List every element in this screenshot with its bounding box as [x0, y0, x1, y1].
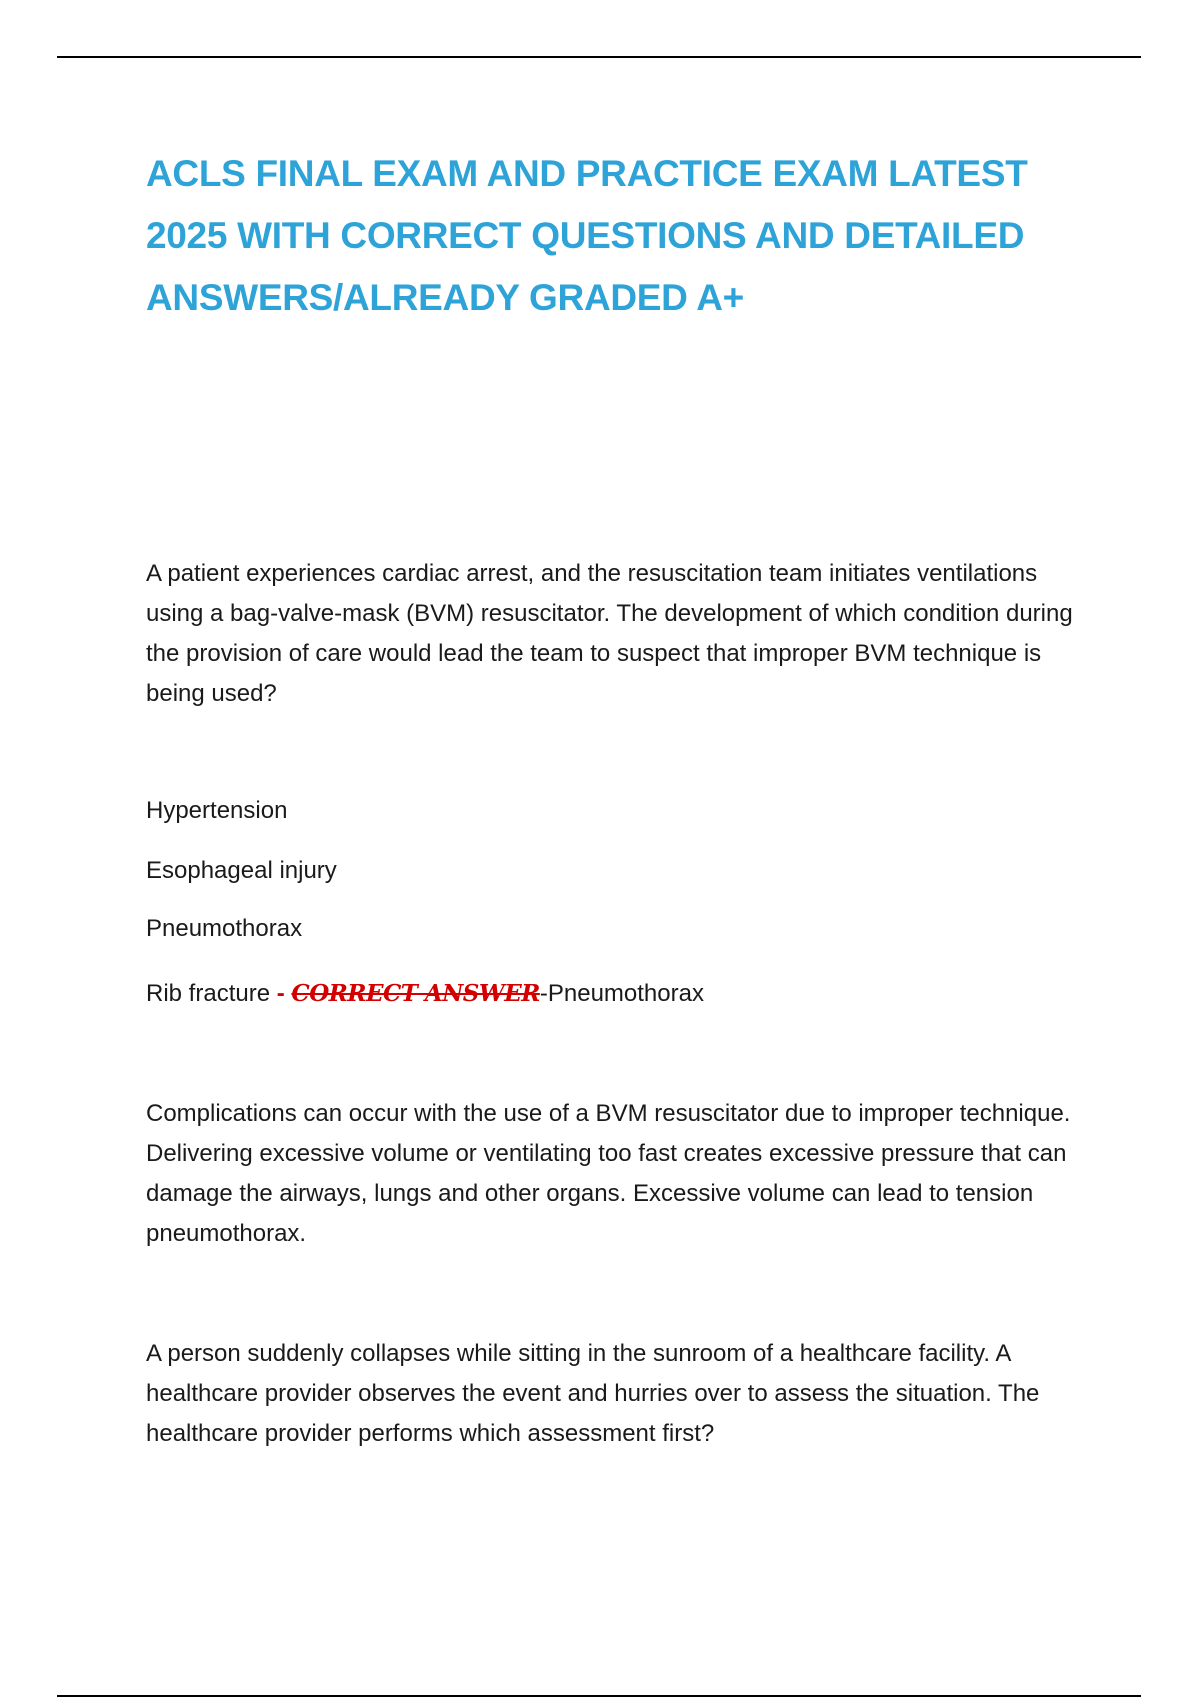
answer-prefix: - [276, 980, 285, 1007]
top-rule [57, 56, 1141, 58]
correct-answer-value: Pneumothorax [547, 980, 704, 1007]
document-title: ACLS FINAL EXAM AND PRACTICE EXAM LATEST 2025 WITH CORRECT QUESTIONS AND DETAILED ANSWERS/ALREADY GRADED A+ [146, 153, 1028, 318]
question-1-text: A patient experiences cardiac arrest, and the resuscitation team initiates ventilations using a bag-valve-mask (BVM) resuscitator. The development of which condition during the provision of care would lead the team to suspect that improper BVM technique is being used? [146, 560, 1073, 707]
answer-suffix: - [539, 980, 548, 1007]
question-1-option-4: Rib fracture [146, 980, 271, 1007]
question-1-option-2: Esophageal injury [146, 857, 337, 884]
question-1-option-1: Hypertension [146, 797, 288, 824]
question-1-option-4-with-answer [146, 979, 704, 1009]
question-1-explanation: Complications can occur with the use of a BVM resuscitator due to improper technique. Delivering excessive volume or ventilating too fast creates excessive pressure that can damage the airways, lungs and other organs. Excessive volume can lead to tension pneumothorax. [146, 1100, 1071, 1247]
question-1-option-3: Pneumothorax [146, 915, 303, 942]
question-2-text: A person suddenly collapses while sitting in the sunroom of a healthcare facility. A healthcare provider observes the event and hurries over to assess the situation. The healthcare provider performs which assessment first? [146, 1340, 1040, 1447]
bottom-rule [57, 1695, 1141, 1697]
correct-answer-label: CORRECT ANSWER [291, 980, 540, 1007]
